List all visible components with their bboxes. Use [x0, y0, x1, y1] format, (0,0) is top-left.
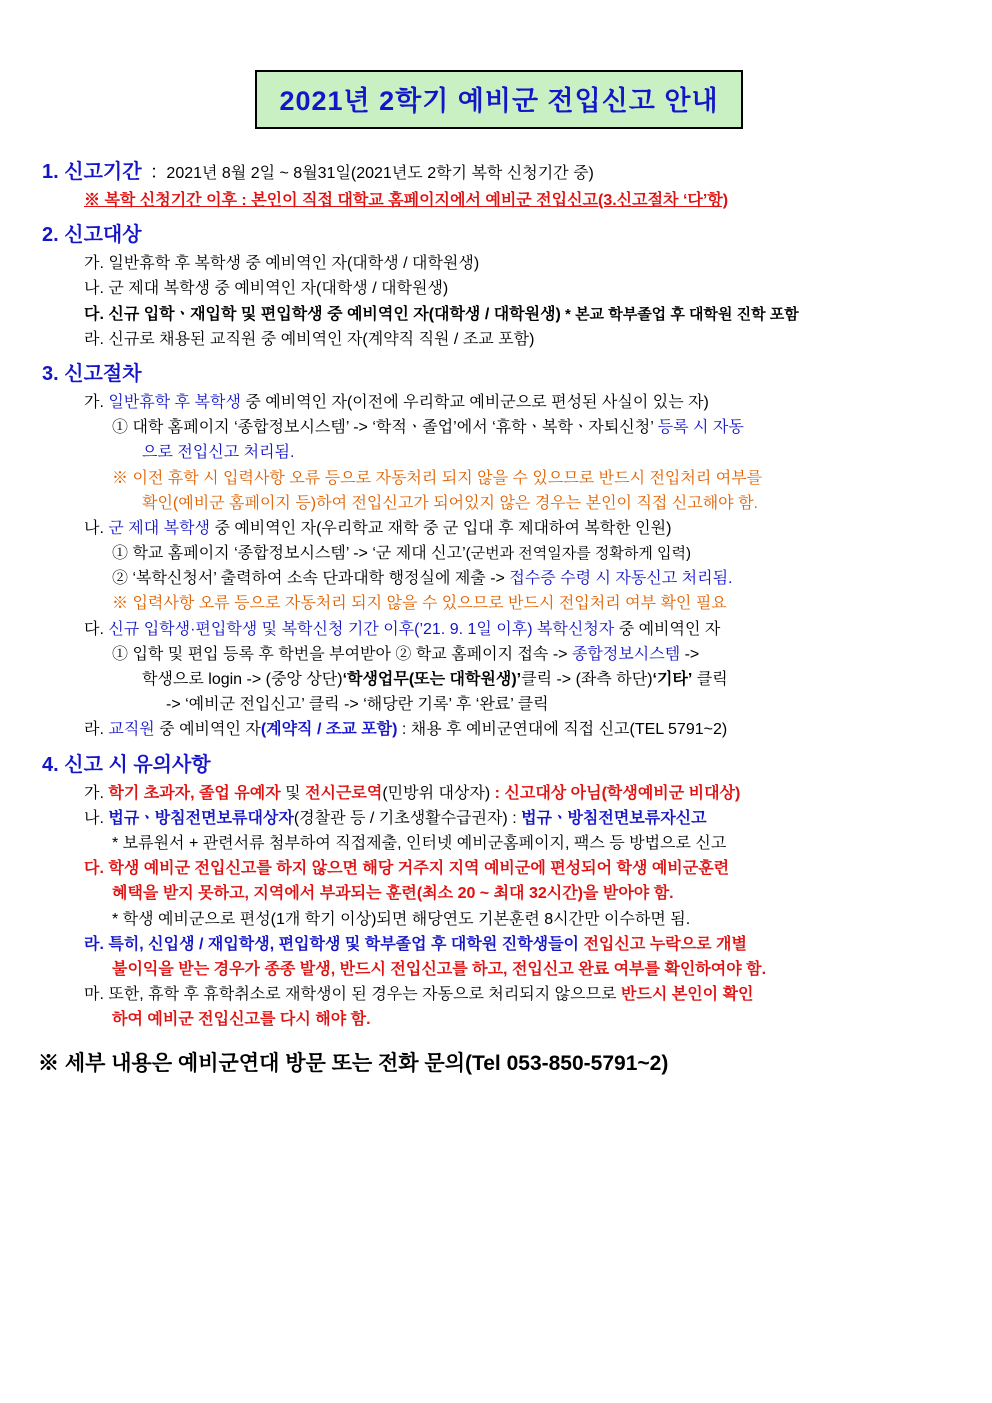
list-item	[84, 782, 964, 805]
sub-item-text: 학생으로 login -> (중앙 상단)	[142, 671, 343, 688]
sub-item	[112, 643, 964, 666]
item-text-red: 전입신고 누락으로 개별	[583, 935, 747, 953]
list-item	[84, 857, 964, 880]
list-item	[84, 517, 964, 540]
item-black-a: (경찰관 등 / 기초생활수급권자) :	[293, 809, 522, 827]
item-red-a: 학기 초과자, 졸업 유예자	[108, 784, 281, 802]
item-marker: 나.	[84, 809, 104, 827]
item-highlight: 신규 입학생·편입학생 및 복학신청 기간 이후(’21. 9. 1일 이후) 복학신청자	[108, 620, 615, 638]
item-highlight: 교직원	[108, 721, 155, 739]
sub-item-note-cont: 확인(예비군 홈페이지 등)하여 전입신고가 되어있지 않은 경우는 본인이 직접 신고해야 함.	[142, 494, 758, 512]
sub-item-highlight: 접수증 수령 시 자동신고 처리됨.	[509, 570, 733, 588]
sub-item-cont	[142, 668, 964, 691]
item-text: 중 예비역인 자	[154, 721, 261, 739]
item-text: 군 제대 복학생 중 예비역인 자(대학생 / 대학원생)	[108, 280, 449, 298]
item-highlight2: (계약직 / 조교 포함)	[260, 721, 398, 739]
item-red-c: : 신고대상 아님(학생예비군 비대상)	[490, 784, 741, 802]
item-marker: 라.	[84, 721, 104, 739]
sub-item-text2: 클릭 -> (좌측 하단)	[521, 671, 653, 688]
section-1-note: ※ 복학 신청기간 이후 : 본인이 직접 대학교 홈페이지에서 예비군 전입신고(3.신고절차 ‘다’항)	[84, 192, 729, 209]
item-marker: 나.	[84, 280, 104, 298]
list-item	[84, 618, 964, 641]
sub-item-text: ① 입학 및 편입 등록 후 학번을 부여받아 ② 학교 홈페이지 접속 ->	[112, 645, 572, 663]
item-blue-a: 법규ㆍ방침전면보류대상자	[108, 809, 294, 827]
section-1-heading-tail: ： 2021년 8월 2일 ~ 8월31일(2021년도 2학기 복학 신청기간 중)	[141, 165, 594, 182]
item-text-cont: 혜택을 받지 못하고, 지역에서 부과되는 훈련(최소 20 ~ 최대 32시간)을 받아야 함.	[112, 885, 674, 903]
item-text: 중 예비역인 자	[614, 620, 721, 638]
section-2-heading	[42, 222, 964, 248]
sub-item-text3: 클릭	[692, 671, 728, 688]
item-red-b: 전시근로역	[305, 784, 383, 802]
item-black-b: (민방위 대상자)	[382, 784, 491, 802]
item-text2: : 채용 후 예비군연대에 직접 신고(TEL 5791~2)	[397, 721, 728, 739]
item-text: 일반휴학 후 복학생 중 예비역인 자(대학생 / 대학원생)	[108, 255, 480, 273]
item-marker: 마.	[84, 986, 104, 1004]
item-marker: 나.	[84, 519, 104, 537]
footer-note: ※ 세부 내용은 예비군연대 방문 또는 전화 문의(Tel 053-850-5791~2)	[38, 1052, 669, 1076]
list-item	[84, 252, 964, 275]
list-item	[84, 718, 964, 741]
item-text: 중 예비역인 자(우리학교 재학 중 군 입대 후 제대하여 복학한 인원)	[210, 519, 672, 537]
item-highlight: 일반휴학 후 복학생	[108, 393, 241, 411]
sub-item-highlight: 등록 시 자동	[657, 419, 744, 437]
sub-item-note: ※ 이전 휴학 시 입력사항 오류 등으로 자동처리 되지 않을 수 있으므로 반드시 전입처리 여부를	[112, 469, 763, 487]
item-text: 신규로 채용된 교직원 중 예비역인 자(계약직 직원 / 조교 포함)	[108, 330, 535, 348]
item-highlight: 군 제대 복학생	[108, 519, 210, 537]
sub-item	[112, 416, 964, 439]
sub-item-note: ※ 입력사항 오류 등으로 자동처리 되지 않을 수 있으므로 반드시 전입처리 여부 확인 필요	[112, 595, 727, 613]
page-title: 2021년 2학기 예비군 전입신고 안내	[255, 70, 742, 129]
section-3-title: 신고절차	[64, 362, 142, 385]
item-text: 신규 입학ㆍ재입학 및 편입학생 중 예비역인 자(대학생 / 대학원생)	[108, 305, 561, 323]
item-blue-b: 법규ㆍ방침전면보류자신고	[521, 809, 707, 827]
sub-item-strong: ‘학생업무(또는 대학원생)’	[342, 671, 522, 688]
section-1-heading	[42, 159, 964, 185]
section-3-number: 3.	[42, 362, 59, 385]
item-marker: 라.	[84, 330, 104, 348]
list-item	[84, 277, 964, 300]
sub-item-tail: (군번과 전역일자를 정확하게 입력)	[465, 545, 691, 563]
sub-item-text: ② ‘복학신청서’ 출력하여 소속 단과대학 행정실에 제출 ->	[112, 570, 510, 588]
item-text: 또한, 휴학 후 휴학취소로 재학생이 된 경우는 자동으로 처리되지 않으므로	[108, 986, 621, 1004]
item-marker: 다.	[84, 860, 104, 878]
item-text-cont: 불이익을 받는 경우가 종종 발생, 반드시 전입신고를 하고, 전입신고 완료 여부를 확인하여야 함.	[112, 960, 767, 978]
sub-item	[112, 567, 964, 590]
item-marker: 가.	[84, 255, 104, 273]
list-item	[84, 933, 964, 956]
section-1-number: 1.	[42, 161, 59, 183]
section-4-title: 신고 시 유의사항	[64, 753, 211, 776]
item-tail: * 본교 학부졸업 후 대학원 진학 포함	[560, 305, 799, 323]
item-text: 특히, 신입생 / 재입학생, 편입학생 및 학부졸업 후 대학원 진학생들이	[108, 935, 584, 953]
section-4-heading	[42, 752, 964, 778]
list-item	[84, 303, 964, 326]
item-marker: 라.	[84, 935, 104, 953]
section-2-number: 2.	[42, 224, 59, 247]
sub-item-strong2: ‘기타’	[652, 671, 693, 688]
list-item	[84, 328, 964, 351]
section-2-title: 신고대상	[64, 224, 142, 247]
section-3-heading	[42, 361, 964, 387]
sub-item-tail: ->	[680, 645, 700, 663]
sub-item	[112, 542, 964, 565]
item-marker: 다.	[84, 620, 104, 638]
section-4-number: 4.	[42, 753, 59, 776]
sub-item-cont: 으로 전입신고 처리됨.	[142, 444, 295, 462]
list-item	[84, 807, 964, 830]
sub-item-text: ① 대학 홈페이지 ‘종합정보시스템’ -> ‘학적ㆍ졸업’에서 ‘휴학ㆍ복학ㆍ자퇴신청’	[112, 419, 658, 437]
list-item	[84, 983, 964, 1006]
list-item	[84, 391, 964, 414]
item-marker: 다.	[84, 305, 104, 323]
section-1-title: 신고기간	[64, 161, 142, 183]
sub-item-cont2: -> ‘예비군 전입신고’ 클릭 -> ‘해당란 기록’ 후 ‘완료’ 클릭	[166, 696, 549, 714]
title-container	[34, 70, 964, 129]
sub-item-highlight: 종합정보시스템	[571, 645, 681, 663]
item-marker: 가.	[84, 784, 104, 802]
item-marker: 가.	[84, 393, 104, 411]
sub-item-star: * 보류원서 + 관련서류 첨부하여 직접제출, 인터넷 예비군홈페이지, 팩스 등 방법으로 신고	[112, 834, 727, 852]
sub-item-text: ① 학교 홈페이지 ‘종합정보시스템’ -> ‘군 제대 신고’	[112, 545, 466, 563]
item-text-cont: 하여 예비군 전입신고를 다시 해야 함.	[112, 1011, 371, 1029]
item-text-red: 반드시 본인이 확인	[620, 986, 754, 1004]
item-text: 중 예비역인 자(이전에 우리학교 예비군으로 편성된 사실이 있는 자)	[240, 393, 709, 411]
sub-item-star: * 학생 예비군으로 편성(1개 학기 이상)되면 해당연도 기본훈련 8시간만 이수하면 됨.	[112, 910, 691, 928]
item-black-a: 및	[280, 784, 306, 802]
item-text: 학생 예비군 전입신고를 하지 않으면 해당 거주지 지역 예비군에 편성되어 학생 예비군훈련	[108, 860, 730, 878]
